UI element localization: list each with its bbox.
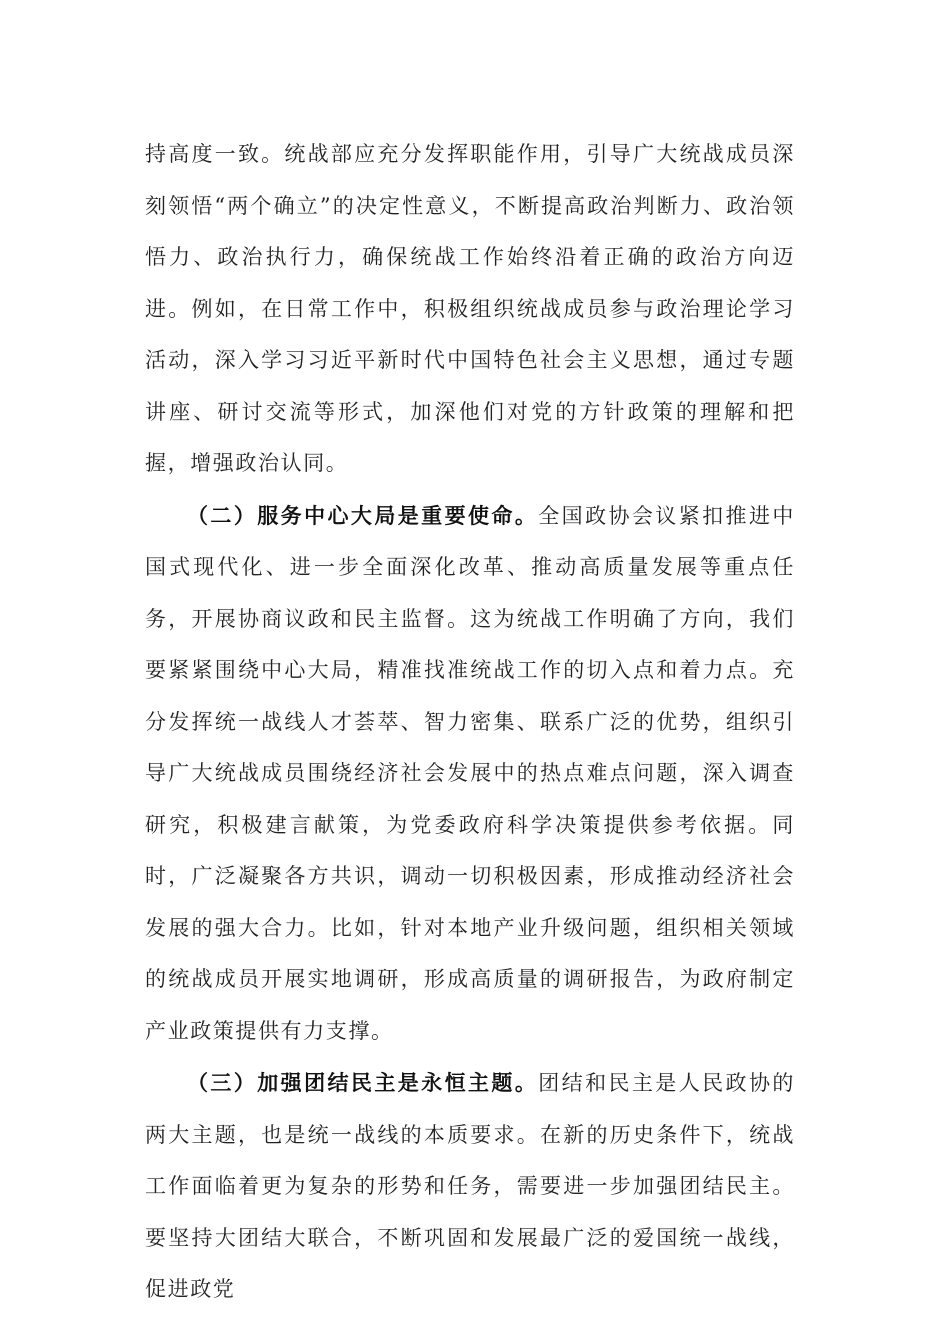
document-body xyxy=(145,129,795,1316)
section-heading: （三）加强团结民主是永恒主题。 xyxy=(187,1070,539,1095)
paragraph-text: 持高度一致。统战部应充分发挥职能作用，引导广大统战成员深刻领悟“两个确立”的决定性意义，不断提高政治判断力、政治领悟力、政治执行力，确保统战工作始终沿着正确的政治方向迈进。例如，在日常工作中，积极组织统战成员参与政治理论学习活动，深入学习习近平新时代中国特色社会主义思想，通过专题讲座、研讨交流等形式，加深他们对党的方针政策的理解和把握，增强政治认同。 xyxy=(145,142,795,475)
paragraph-continuation xyxy=(145,129,795,490)
paragraph-section-3 xyxy=(145,1057,795,1316)
paragraph-text: 全国政协会议紧扣推进中国式现代化、进一步全面深化改革、推动高质量发展等重点任务，开展协商议政和民主监督。这为统战工作明确了方向，我们要紧紧围绕中心大局，精准找准统战工作的切入点和着力点。充分发挥统一战线人才荟萃、智力密集、联系广泛的优势，组织引导广大统战成员围绕经济社会发展中的热点难点问题，深入调查研究，积极建言献策，为党委政府科学决策提供参考依据。同时，广泛凝聚各方共识，调动一切积极因素，形成推动经济社会发展的强大合力。比如，针对本地产业升级问题，组织相关领域的统战成员开展实地调研，形成高质量的调研报告，为政府制定产业政策提供有力支撑。 xyxy=(145,503,795,1043)
paragraph-section-2 xyxy=(145,490,795,1058)
section-heading: （二）服务中心大局是重要使命。 xyxy=(187,502,539,528)
paragraph-text: 团结和民主是人民政协的两大主题，也是统一战线的本质要求。在新的历史条件下，统战工作面临着更为复杂的形势和任务，需要进一步加强团结民主。要坚持大团结大联合，不断巩固和发展最广泛的爱国统一战线，促进政党 xyxy=(145,1071,795,1301)
